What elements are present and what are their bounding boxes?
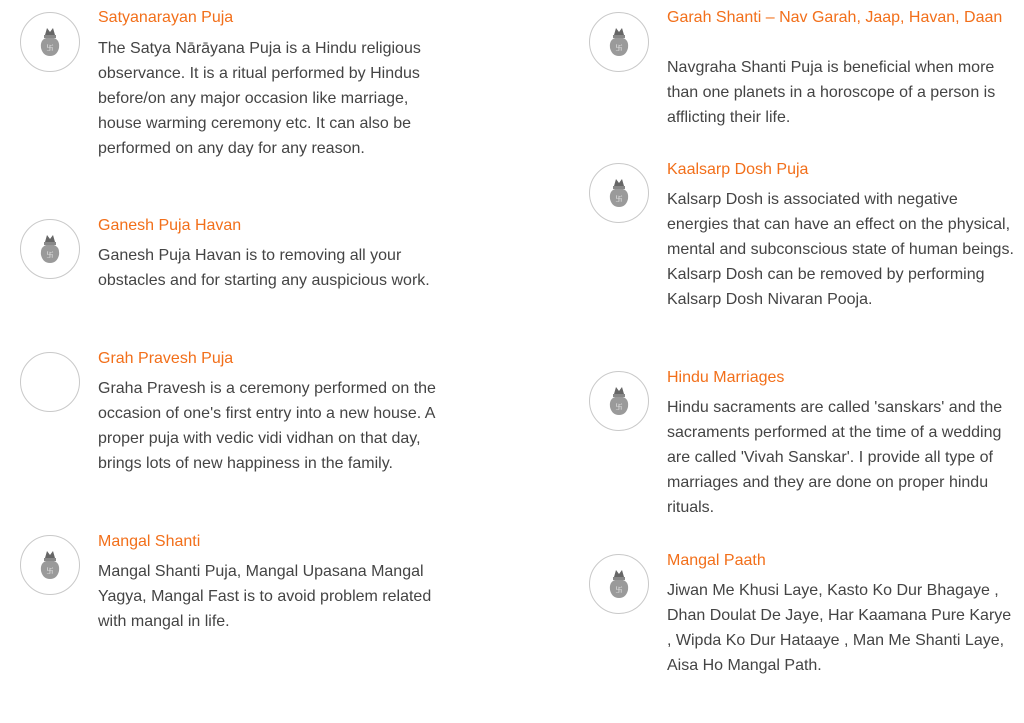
service-icon-frame[interactable]: [589, 163, 649, 223]
kalash-icon: [35, 549, 65, 581]
service-description: Graha Pravesh is a ceremony performed on the occasion of one's first entry into a new house. A proper puja with vedic vidi vidhan on that day, brings lots of new happiness in the family.: [98, 380, 436, 472]
service-description: Kalsarp Dosh is associated with negative energies that can have an effect on the physical, mental and subconscious state of human beings. Kalsarp Dosh can be removed by performing Kalsarp Dosh Nivaran Pooja.: [667, 191, 1014, 308]
service-title[interactable]: Garah Shanti – Nav Garah, Jaap, Havan, Daan: [667, 9, 1003, 26]
service-description: Mangal Shanti Puja, Mangal Upasana Mangal Yagya, Mangal Fast is to avoid problem related with mangal in life.: [98, 563, 432, 630]
svg-text:卐: 卐: [46, 567, 54, 575]
service-description: Hindu sacraments are called 'sanskars' and the sacraments performed at the time of a wedding are called 'Vivah Sanskar'. I provide all type of marriages and they are done on proper hindu rituals.: [667, 399, 1003, 516]
service-title[interactable]: Grah Pravesh Puja: [98, 350, 234, 367]
service-icon-frame[interactable]: [20, 219, 80, 279]
svg-text:卐: 卐: [46, 251, 54, 259]
service-title[interactable]: Kaalsarp Dosh Puja: [667, 161, 809, 178]
service-title[interactable]: Mangal Paath: [667, 552, 766, 569]
kalash-icon: [604, 385, 634, 417]
service-title[interactable]: Ganesh Puja Havan: [98, 217, 242, 234]
kalash-icon: [604, 568, 634, 600]
service-description: Navgraha Shanti Puja is beneficial when more than one planets in a horoscope of a person is afflicting their life.: [667, 59, 996, 126]
svg-text:卐: 卐: [46, 44, 54, 52]
service-icon-frame[interactable]: [589, 554, 649, 614]
svg-text:卐: 卐: [615, 195, 623, 203]
service-title[interactable]: Hindu Marriages: [667, 369, 785, 386]
kalash-icon: [604, 177, 634, 209]
service-icon-frame[interactable]: [20, 12, 80, 72]
service-description: The Satya Nārāyana Puja is a Hindu religious observance. It is a ritual performed by Hindus before/on any major occasion like marriage, house warming ceremony etc. It can also be performed on any day for any reason.: [98, 40, 421, 157]
kalash-icon: [604, 26, 634, 58]
kalash-icon: [35, 26, 65, 58]
service-icon-frame[interactable]: [589, 12, 649, 72]
service-description: Jiwan Me Khusi Laye, Kasto Ko Dur Bhagaye , Dhan Doulat De Jaye, Har Kaamana Pure Karye , Wipda Ko Dur Hataaye , Man Me Shanti Laye, Aisa Ho Mangal Path.: [667, 582, 1012, 674]
service-icon-frame[interactable]: [589, 371, 649, 431]
svg-text:卐: 卐: [615, 44, 623, 52]
kalash-icon: [35, 233, 65, 265]
service-title[interactable]: Satyanarayan Puja: [98, 9, 234, 26]
svg-text:卐: 卐: [615, 586, 623, 594]
svg-text:卐: 卐: [615, 403, 623, 411]
service-icon-frame[interactable]: [20, 535, 80, 595]
service-icon-frame[interactable]: [20, 352, 80, 412]
service-title[interactable]: Mangal Shanti: [98, 533, 201, 550]
service-description: Ganesh Puja Havan is to removing all your obstacles and for starting any auspicious work.: [98, 247, 430, 289]
